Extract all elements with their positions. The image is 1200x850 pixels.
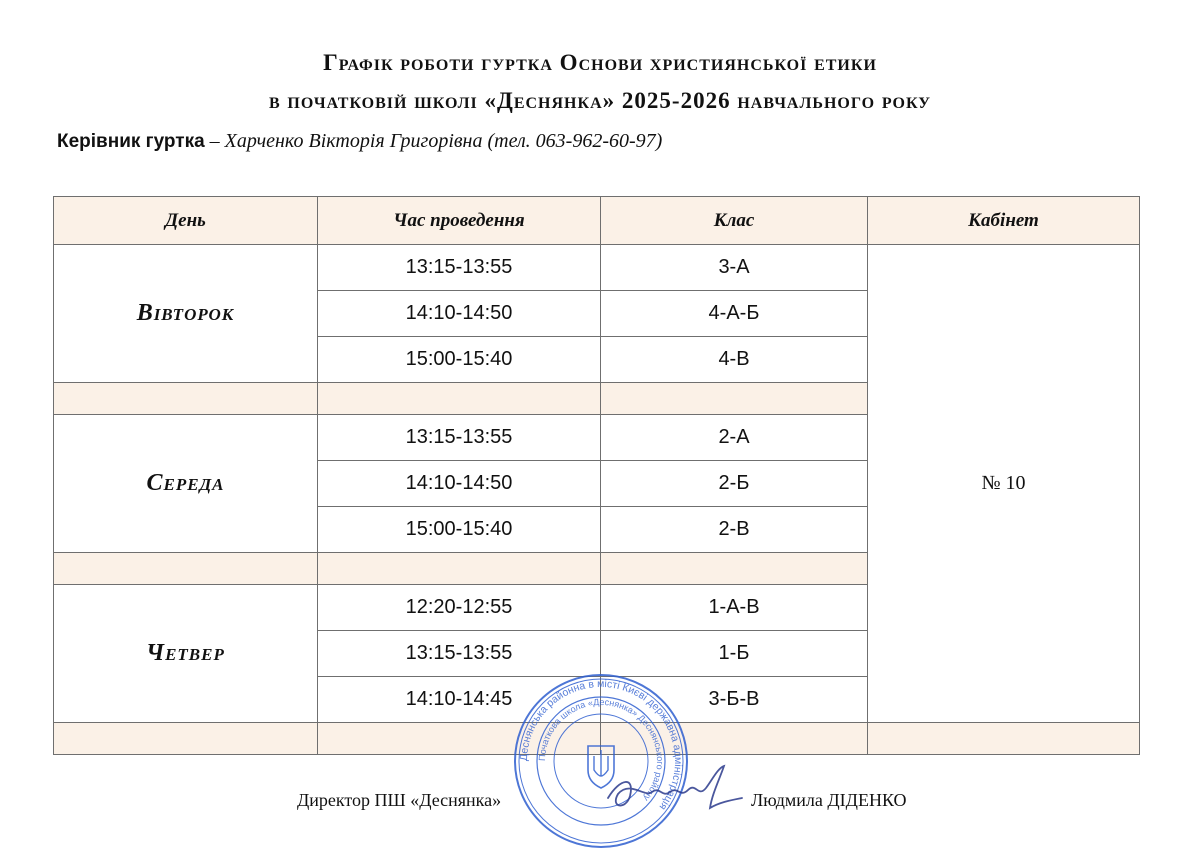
document-title-line-2: в початковій школі «Деснянка» 2025-2026 навчального року	[268, 88, 932, 113]
session-class: 4-А-Б	[601, 291, 868, 337]
session-time: 14:10-14:50	[318, 461, 601, 507]
room-number: № 10	[868, 245, 1140, 723]
spacer-cell	[318, 553, 601, 585]
session-class: 1-А-В	[601, 585, 868, 631]
club-leader-line	[57, 130, 662, 153]
session-class: 2-Б	[601, 461, 868, 507]
session-class: 3-Б-В	[601, 677, 868, 723]
director-signature	[600, 758, 750, 818]
session-class: 1-Б	[601, 631, 868, 677]
table-row	[54, 245, 1140, 291]
session-time: 13:15-13:55	[318, 245, 601, 291]
day-tuesday: Вівторок	[54, 245, 318, 383]
director-name: Людмила ДІДЕНКО	[751, 790, 907, 810]
session-time: 15:00-15:40	[318, 337, 601, 383]
header-time: Час проведення	[318, 197, 601, 245]
document-title-line-1: Графік роботи гуртка Основи християнської етики	[323, 50, 877, 75]
spacer-cell	[54, 383, 318, 415]
director-position: Директор ПШ «Деснянка»	[297, 790, 502, 810]
session-class: 4-В	[601, 337, 868, 383]
day-thursday: Четвер	[54, 585, 318, 723]
header-room: Кабінет	[868, 197, 1140, 245]
spacer-cell	[54, 723, 318, 755]
day-wednesday: Середа	[54, 415, 318, 553]
session-class: 3-А	[601, 245, 868, 291]
session-class: 2-А	[601, 415, 868, 461]
spacer-cell	[54, 553, 318, 585]
spacer-cell	[318, 383, 601, 415]
session-class: 2-В	[601, 507, 868, 553]
spacer-cell	[601, 383, 868, 415]
table-header-row	[54, 197, 1140, 245]
session-time: 13:15-13:55	[318, 415, 601, 461]
spacer-cell	[601, 553, 868, 585]
header-class: Клас	[601, 197, 868, 245]
stamp-outer-text: Деснянська районна в місті Києві державна адміністрація	[517, 677, 685, 813]
header-day: День	[54, 197, 318, 245]
session-time: 14:10-14:50	[318, 291, 601, 337]
club-leader-label: Керівник гуртка	[57, 131, 205, 152]
club-leader-separator: –	[204, 130, 225, 152]
session-time: 12:20-12:55	[318, 585, 601, 631]
session-time: 15:00-15:40	[318, 507, 601, 553]
stamp-inner-text: Початкова школа «Деснянка» Деснянського району	[536, 696, 666, 804]
session-time: 13:15-13:55	[318, 631, 601, 677]
spacer-cell	[868, 723, 1140, 755]
session-time: 14:10-14:45	[318, 677, 601, 723]
club-leader-name: Харченко Вікторія Григорівна (тел. 063-962-60-97)	[224, 130, 663, 152]
